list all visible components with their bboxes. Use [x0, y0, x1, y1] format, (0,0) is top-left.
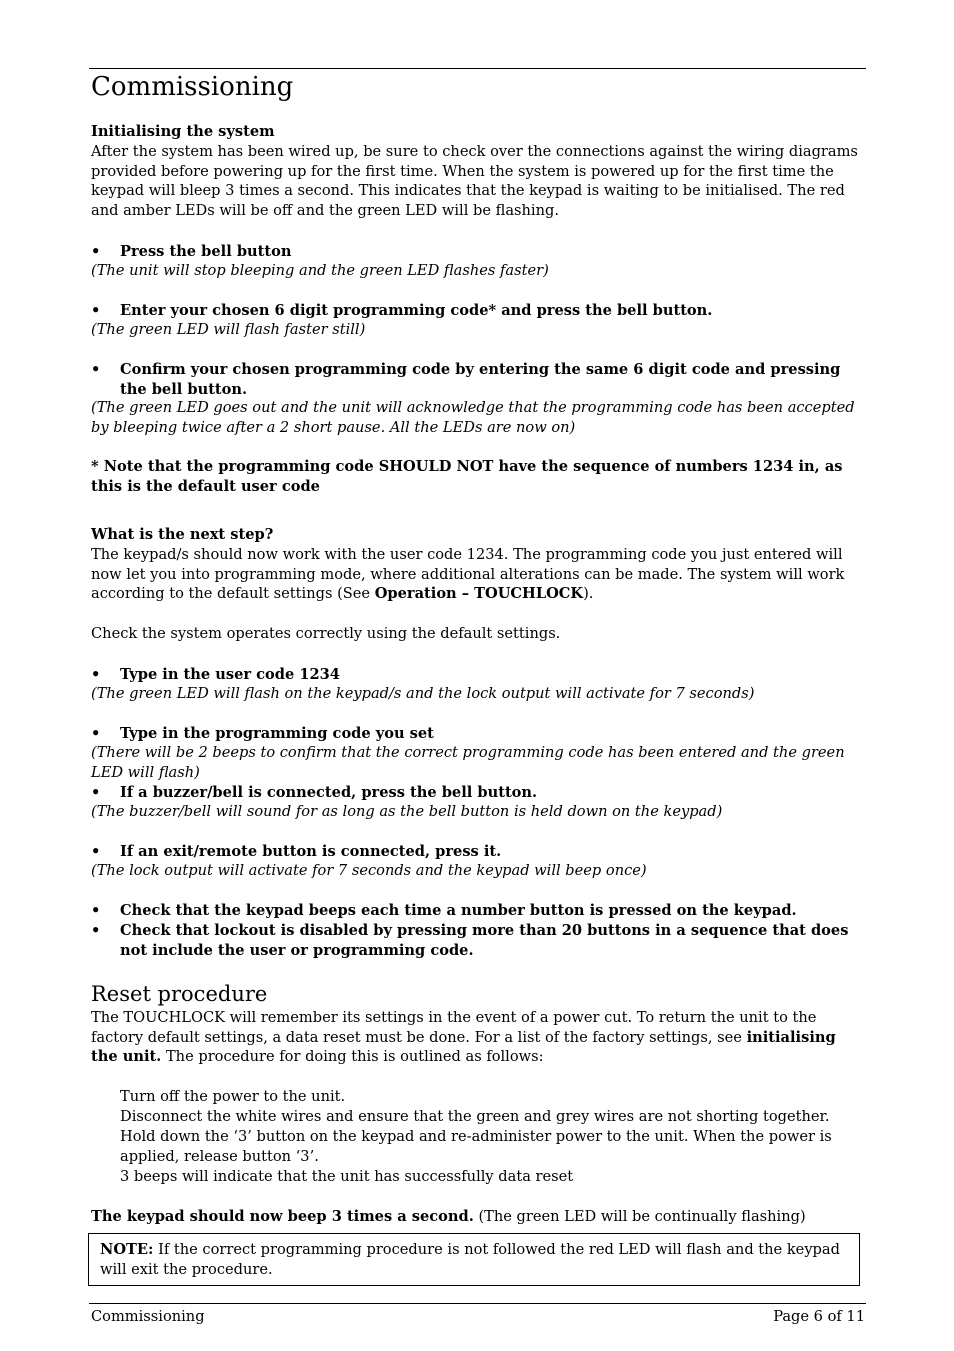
note-label: NOTE: — [100, 1241, 154, 1258]
check-bullet-1-note: (The green LED will flash on the keypad/s and the lock output will activate for 7 seconds) — [91, 685, 755, 702]
reset-step-1: Turn off the power to the unit. — [120, 1088, 346, 1105]
check-bullet-5-text: Check that the keypad beeps each time a number button is pressed on the keypad. — [120, 902, 797, 919]
operation-reference: Operation – TOUCHLOCK — [374, 585, 584, 603]
init-step-2-text: Enter your chosen 6 digit programming code* and press the bell button. — [120, 302, 713, 319]
check-bullet-1-text: Type in the user code 1234 — [120, 666, 340, 683]
check-bullet-4-text: If an exit/remote button is connected, press it. — [120, 843, 502, 860]
check-system-text: Check the system operates correctly using the default settings. — [91, 625, 561, 642]
reset-step-4: 3 beeps will indicate that the unit has successfully data reset — [120, 1168, 574, 1185]
init-step-3-text: Confirm your chosen programming code by entering the same 6 digit code and pressing the bell button. — [120, 361, 841, 398]
init-heading: Initialising the system — [91, 123, 275, 140]
reset-heading: Reset procedure — [91, 982, 268, 1006]
init-step-1-text: Press the bell button — [120, 243, 292, 260]
footer-section-name: Commissioning — [91, 1308, 205, 1325]
page-title: Commissioning — [91, 72, 294, 102]
footer-rule — [89, 1303, 866, 1304]
bullet-icon: • — [91, 902, 101, 919]
check-bullet-3-text: If a buzzer/bell is connected, press the bell button. — [120, 784, 538, 801]
init-step-1-note: (The unit will stop bleeping and the green LED flashes faster) — [91, 262, 549, 279]
bullet-icon: • — [91, 302, 101, 319]
reset-result: The keypad should now beep 3 times a second. (The green LED will be continually flashing) — [91, 1208, 806, 1225]
bullet-icon: • — [91, 784, 101, 801]
check-bullet-2-note: (There will be 2 beeps to confirm that the correct programming code has been entered and the green LED will flash) — [91, 744, 845, 781]
header-rule — [89, 68, 866, 69]
note-text: NOTE: If the correct programming procedure is not followed the red LED will flash and the keypad will exit the procedure. — [100, 1241, 840, 1278]
footer-page-number: Page 6 of 11 — [773, 1308, 865, 1325]
reset-paragraph: The TOUCHLOCK will remember its settings in the event of a power cut. To return the unit to the factory default settings, a data reset must be done. For a list of the factory settings, see initialising the unit. The procedure for doing this is outlined as follows: — [91, 1009, 836, 1066]
init-step-2-note: (The green LED will flash faster still) — [91, 321, 366, 338]
programming-code-footnote: * Note that the programming code SHOULD NOT have the sequence of numbers 1234 in, as this is the default user code — [91, 458, 843, 495]
check-bullet-6-text: Check that lockout is disabled by pressing more than 20 buttons in a sequence that does not include the user or programming code. — [120, 922, 849, 959]
bullet-icon: • — [91, 922, 101, 939]
note-box — [88, 1233, 860, 1286]
bullet-icon: • — [91, 243, 101, 260]
reset-step-3: Hold down the ‘3’ button on the keypad and re-administer power to the unit. When the power is applied, release button ‘3’. — [120, 1128, 832, 1165]
initialising-reference: initialising the unit. — [91, 1028, 836, 1066]
next-step-heading: What is the next step? — [91, 526, 274, 543]
bullet-icon: • — [91, 666, 101, 683]
next-step-paragraph: The keypad/s should now work with the user code 1234. The programming code you just entered will now let you into programming mode, where additional alterations can be made. The system will work according to the default settings (See Operation – TOUCHLOCK). — [91, 546, 845, 603]
init-paragraph: After the system has been wired up, be sure to check over the connections against the wiring diagrams provided before powering up for the first time. When the system is powered up for the first time the keypad will bleep 3 times a second. This indicates that the keypad is waiting to be initialised. The red and amber LEDs will be off and the green LED will be flashing. — [91, 143, 858, 220]
check-bullet-4-note: (The lock output will activate for 7 seconds and the keypad will beep once) — [91, 862, 647, 879]
bullet-icon: • — [91, 843, 101, 860]
check-bullet-3-note: (The buzzer/bell will sound for as long as the bell button is held down on the keypad) — [91, 803, 723, 820]
bullet-icon: • — [91, 361, 101, 378]
bullet-icon: • — [91, 725, 101, 742]
reset-step-2: Disconnect the white wires and ensure that the green and grey wires are not shorting together. — [120, 1108, 830, 1125]
check-bullet-2-text: Type in the programming code you set — [120, 725, 434, 742]
init-step-3-note: (The green LED goes out and the unit will acknowledge that the programming code has been accepted by bleeping twice after a 2 short pause. All the LEDs are now on) — [91, 399, 855, 436]
